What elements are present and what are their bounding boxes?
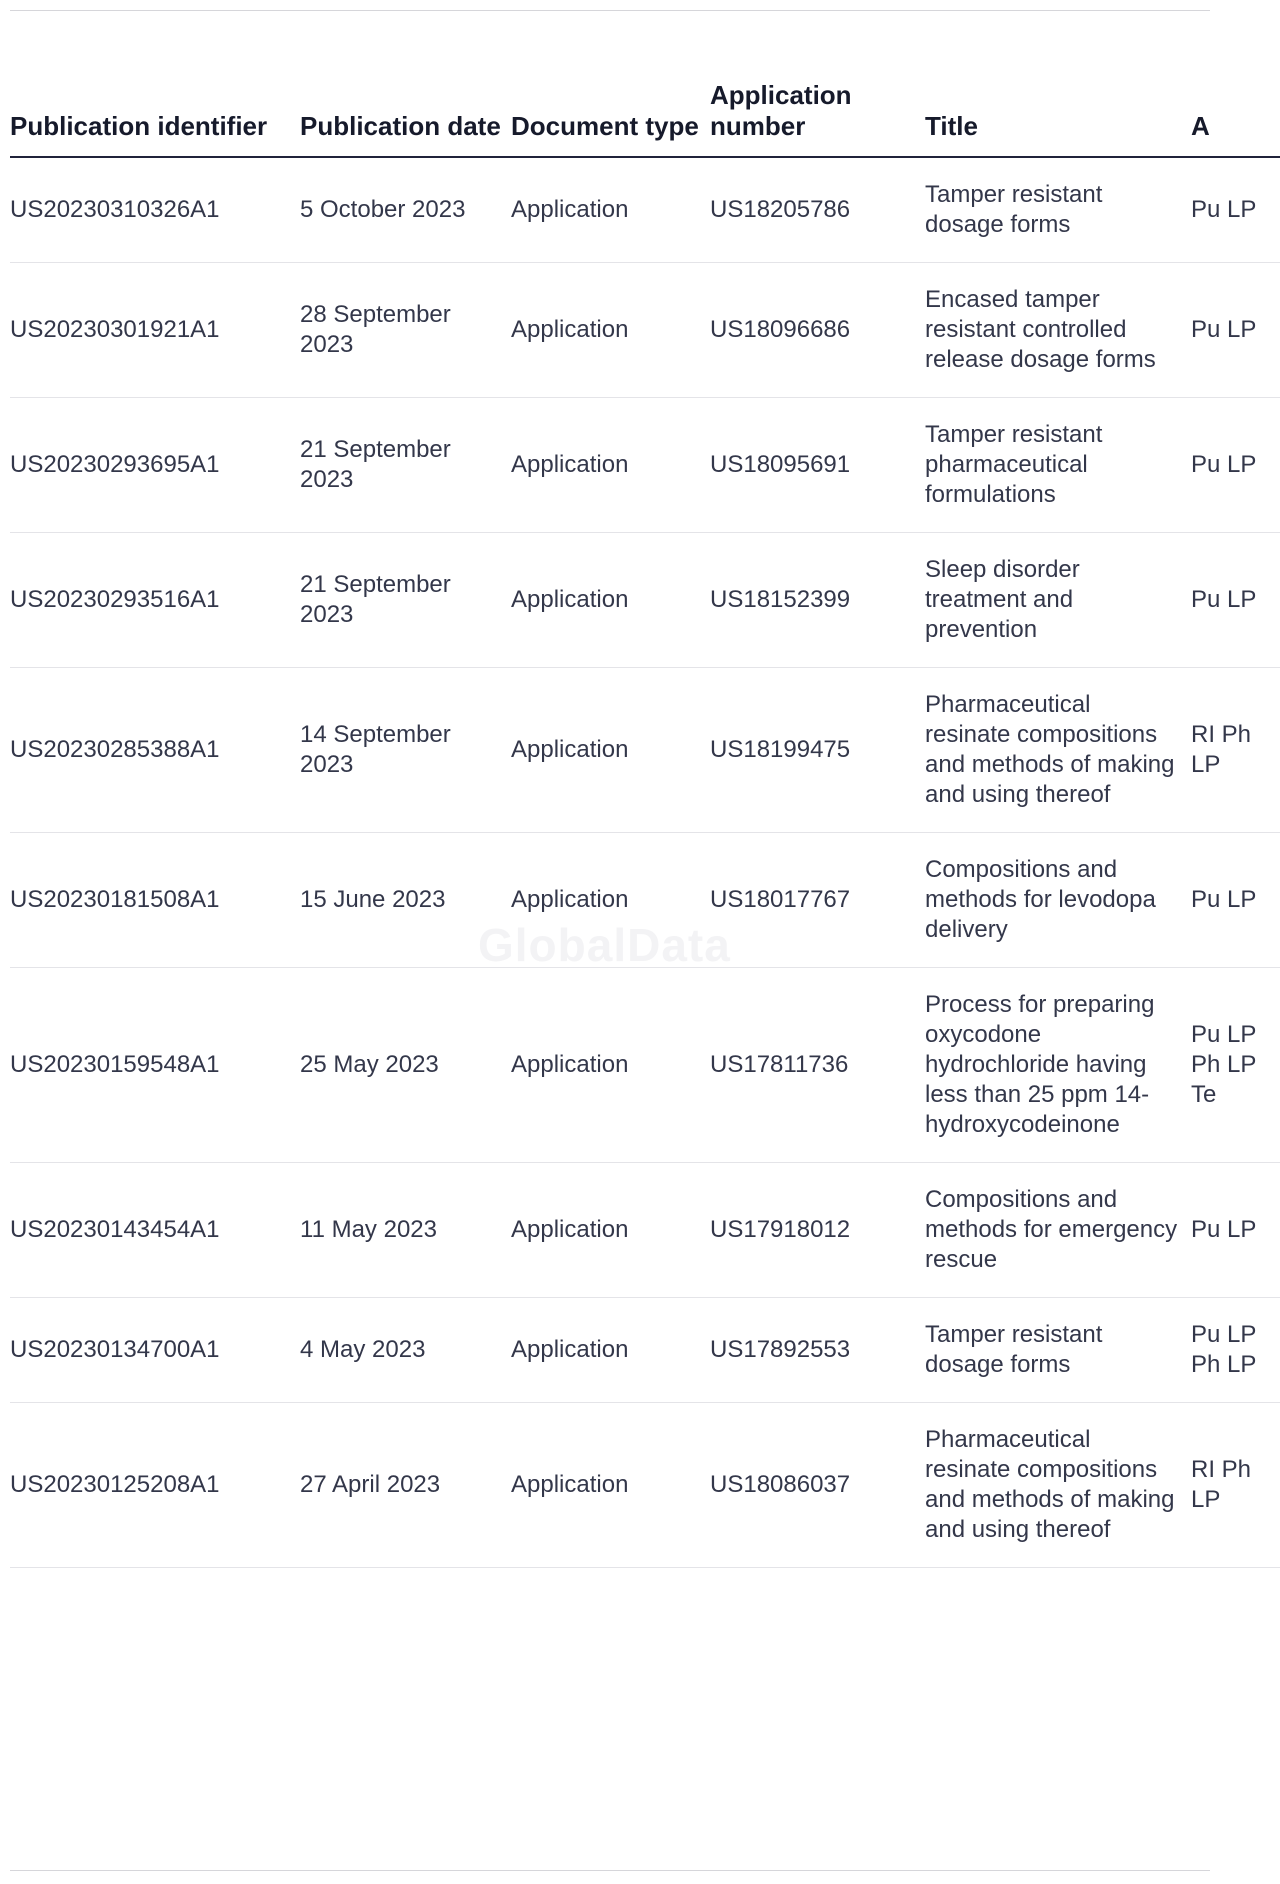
cell-publication-date: 25 May 2023: [300, 968, 511, 1163]
cell-title: Compositions and methods for levodopa delivery: [925, 833, 1191, 968]
cell-publication-identifier: US20230159548A1: [10, 968, 300, 1163]
cell-title: Pharmaceutical resinate compositions and methods of making and using thereof: [925, 668, 1191, 833]
table-row: [10, 833, 1280, 968]
cell-publication-identifier: US20230293516A1: [10, 533, 300, 668]
table-row: [10, 157, 1280, 263]
cell-publication-date: 27 April 2023: [300, 1403, 511, 1568]
cell-assignee: Pu LP: [1191, 833, 1280, 968]
cell-publication-identifier: US20230293695A1: [10, 398, 300, 533]
cell-title: Encased tamper resistant controlled release dosage forms: [925, 263, 1191, 398]
table-row: [10, 398, 1280, 533]
cell-title: Compositions and methods for emergency rescue: [925, 1163, 1191, 1298]
table-body: [10, 157, 1280, 1568]
table-row: [10, 1403, 1280, 1568]
header-document-type: Document type: [511, 62, 710, 157]
cell-assignee: Pu LP: [1191, 157, 1280, 263]
header-row: [10, 62, 1280, 157]
cell-publication-identifier: US20230301921A1: [10, 263, 300, 398]
cell-document-type: Application: [511, 1403, 710, 1568]
table-row: [10, 1163, 1280, 1298]
cell-publication-identifier: US20230125208A1: [10, 1403, 300, 1568]
cell-document-type: Application: [511, 533, 710, 668]
cell-title: Tamper resistant dosage forms: [925, 157, 1191, 263]
cell-title: Tamper resistant pharmaceutical formulations: [925, 398, 1191, 533]
cell-application-number: US18017767: [710, 833, 925, 968]
cell-application-number: US17918012: [710, 1163, 925, 1298]
cell-document-type: Application: [511, 1163, 710, 1298]
publications-table: [10, 62, 1280, 1568]
cell-publication-identifier: US20230181508A1: [10, 833, 300, 968]
cell-document-type: Application: [511, 833, 710, 968]
cell-publication-date: 15 June 2023: [300, 833, 511, 968]
cell-document-type: Application: [511, 398, 710, 533]
cell-publication-date: 4 May 2023: [300, 1298, 511, 1403]
cell-application-number: US18199475: [710, 668, 925, 833]
cell-publication-date: 28 September 2023: [300, 263, 511, 398]
table-row: [10, 263, 1280, 398]
cell-publication-date: 14 September 2023: [300, 668, 511, 833]
cell-publication-identifier: US20230310326A1: [10, 157, 300, 263]
table-row: [10, 668, 1280, 833]
cell-document-type: Application: [511, 157, 710, 263]
cell-assignee: RI Ph LP: [1191, 1403, 1280, 1568]
cell-assignee: Pu LP: [1191, 263, 1280, 398]
cell-title: Pharmaceutical resinate compositions and methods of making and using thereof: [925, 1403, 1191, 1568]
cell-title: Sleep disorder treatment and prevention: [925, 533, 1191, 668]
table-row: [10, 533, 1280, 668]
header-publication-date: Publication date: [300, 62, 511, 157]
cell-publication-identifier: US20230134700A1: [10, 1298, 300, 1403]
cell-assignee: Pu LP: [1191, 398, 1280, 533]
cell-application-number: US18086037: [710, 1403, 925, 1568]
cell-application-number: US17892553: [710, 1298, 925, 1403]
cell-assignee: Pu LP: [1191, 533, 1280, 668]
cell-publication-identifier: US20230285388A1: [10, 668, 300, 833]
cell-publication-date: 5 October 2023: [300, 157, 511, 263]
cell-publication-date: 11 May 2023: [300, 1163, 511, 1298]
cell-document-type: Application: [511, 668, 710, 833]
cell-application-number: US18205786: [710, 157, 925, 263]
cell-application-number: US18096686: [710, 263, 925, 398]
bottom-divider: [10, 1870, 1210, 1871]
table-row: [10, 968, 1280, 1163]
cell-publication-date: 21 September 2023: [300, 533, 511, 668]
watermark: GlobalData: [478, 919, 731, 971]
header-application-number: Application number: [710, 62, 925, 157]
cell-application-number: US17811736: [710, 968, 925, 1163]
cell-assignee: Pu LP: [1191, 1163, 1280, 1298]
cell-document-type: Application: [511, 968, 710, 1163]
cell-assignee: Pu LP Ph LP Te: [1191, 968, 1280, 1163]
header-assignee: A: [1191, 62, 1280, 157]
cell-assignee: RI Ph LP: [1191, 668, 1280, 833]
cell-title: Process for preparing oxycodone hydrochloride having less than 25 ppm 14-hydroxycodeinone: [925, 968, 1191, 1163]
cell-publication-identifier: US20230143454A1: [10, 1163, 300, 1298]
cell-assignee: Pu LP Ph LP: [1191, 1298, 1280, 1403]
table-viewport[interactable]: [10, 0, 1257, 1884]
cell-document-type: Application: [511, 1298, 710, 1403]
cell-application-number: US18152399: [710, 533, 925, 668]
table-row: [10, 1298, 1280, 1403]
header-title: Title: [925, 62, 1191, 157]
cell-title: Tamper resistant dosage forms: [925, 1298, 1191, 1403]
cell-application-number: US18095691: [710, 398, 925, 533]
cell-publication-date: 21 September 2023: [300, 398, 511, 533]
cell-document-type: Application: [511, 263, 710, 398]
header-publication-identifier: Publication identifier: [10, 62, 300, 157]
